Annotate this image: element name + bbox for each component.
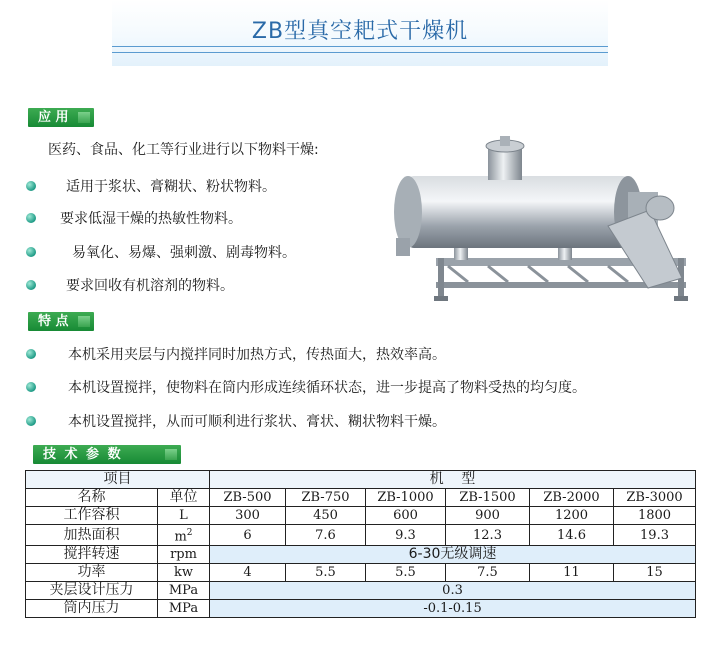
row-name: 功率 [26,564,158,582]
row-unit: rpm [158,546,210,564]
table-row [26,546,696,564]
teal-sphere-bullet-icon [26,382,36,392]
value-cell: 1800 [614,507,696,525]
model-cell: ZB-500 [210,489,286,507]
section-tag-application: 应 用 [28,108,94,127]
table-row [26,471,696,489]
value-cell: 5.5 [286,564,366,582]
table-row [26,582,696,600]
row-unit: MPa [158,600,210,618]
value-cell: 11 [530,564,614,582]
name-label: 名称 [26,489,158,507]
model-cell: ZB-750 [286,489,366,507]
list-item-text: 本机采用夹层与内搅拌同时加热方式，传热面大，热效率高。 [68,347,446,363]
span-value-cell: -0.1-0.15 [210,600,696,618]
teal-sphere-bullet-icon [26,213,36,223]
value-cell: 900 [446,507,530,525]
list-item [26,275,234,295]
list-item-text: 易氧化、易爆、强刺激、剧毒物料。 [72,245,296,261]
model-cell: ZB-1000 [366,489,446,507]
teal-sphere-bullet-icon [26,416,36,426]
value-cell: 12.3 [446,525,530,546]
teal-sphere-bullet-icon [26,349,36,359]
header-model: 机 型 [210,471,696,489]
table-row [26,507,696,525]
row-name: 加热面积 [26,525,158,546]
row-unit: kw [158,564,210,582]
section-tag-features: 特 点 [28,312,94,331]
value-cell: 600 [366,507,446,525]
list-item [26,377,586,397]
value-cell: 7.5 [446,564,530,582]
value-cell: 1200 [530,507,614,525]
header-item: 项目 [26,471,210,489]
spec-table [25,470,696,618]
list-item [26,208,242,228]
row-unit [158,525,210,546]
table-row [26,600,696,618]
teal-sphere-bullet-icon [26,280,36,290]
teal-sphere-bullet-icon [26,247,36,257]
value-cell: 6 [210,525,286,546]
title-rule-bottom [112,52,608,53]
value-cell: 7.6 [286,525,366,546]
row-unit: MPa [158,582,210,600]
list-item-text: 要求低湿干燥的热敏性物料。 [60,211,242,227]
list-item-text: 本机设置搅拌，从而可顺利进行浆状、膏状、糊状物料干燥。 [68,414,446,430]
teal-sphere-bullet-icon [26,181,36,191]
list-item-text: 本机设置搅拌，使物料在筒内形成连续循环状态，进一步提高了物料受热的均匀度。 [68,380,586,396]
value-cell: 14.6 [530,525,614,546]
table-row [26,564,696,582]
model-cell: ZB-2000 [530,489,614,507]
vacuum-rake-dryer-illustration [388,118,694,308]
page-title: ZB型真空耙式干燥机 [251,19,469,44]
value-cell: 4 [210,564,286,582]
value-cell: 15 [614,564,696,582]
model-cell: ZB-3000 [614,489,696,507]
table-row [26,489,696,507]
list-item-text: 适用于浆状、膏糊状、粉状物料。 [66,179,276,195]
list-item [26,344,446,364]
table-row [26,525,696,546]
row-name: 筒内压力 [26,600,158,618]
value-cell: 300 [210,507,286,525]
span-value-cell: 0.3 [210,582,696,600]
value-cell: 5.5 [366,564,446,582]
list-item [26,411,446,431]
row-name: 工作容积 [26,507,158,525]
unit-base: m [174,529,187,545]
row-unit: L [158,507,210,525]
list-item-text: 要求回收有机溶剂的物料。 [66,278,234,294]
section-tag-specs: 技 术 参 数 [33,445,181,464]
value-cell: 19.3 [614,525,696,546]
unit-label: 单位 [158,489,210,507]
list-item [26,242,296,262]
row-name: 夹层设计压力 [26,582,158,600]
row-name: 搅拌转速 [26,546,158,564]
value-cell: 450 [286,507,366,525]
title-rule-top [112,46,608,47]
application-intro: 医药、食品、化工等行业进行以下物料干燥: [48,142,319,158]
model-cell: ZB-1500 [446,489,530,507]
unit-superscript: 2 [186,528,193,538]
span-value-cell: 6-30无级调速 [210,546,696,564]
value-cell: 9.3 [366,525,446,546]
list-item [26,176,276,196]
